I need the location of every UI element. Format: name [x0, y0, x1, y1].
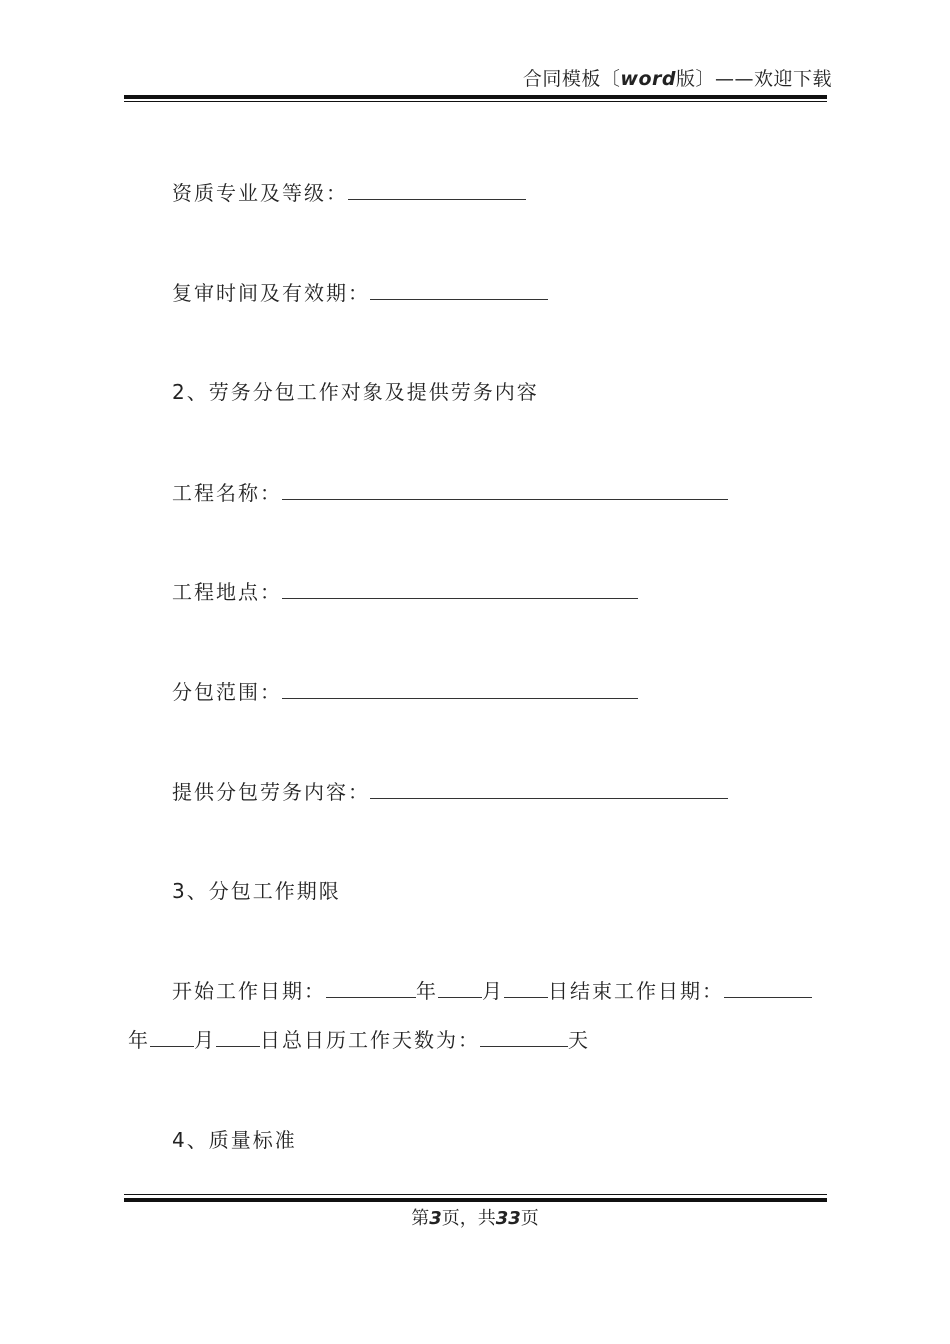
project-name-blank — [282, 481, 728, 500]
review-period-label: 复审时间及有效期： — [172, 281, 370, 305]
total-days-label: 日总日历工作天数为： — [260, 1028, 480, 1052]
header-suffix: 版〕——欢迎下载 — [675, 68, 832, 90]
subcontract-scope-line — [172, 676, 638, 705]
end-date-label: 日结束工作日期： — [548, 979, 724, 1003]
footer-rule-thick — [124, 1198, 827, 1202]
days-unit: 天 — [568, 1028, 590, 1052]
header-prefix: 合同模板〔 — [522, 68, 621, 90]
project-location-blank — [282, 580, 638, 599]
footer-pre: 第 — [411, 1208, 430, 1229]
labor-content-blank — [370, 780, 728, 799]
current-page-number: 3 — [429, 1208, 442, 1229]
project-name-line — [172, 477, 728, 506]
date-line-2 — [128, 1024, 590, 1053]
date-line-1 — [172, 975, 812, 1004]
subcontract-scope-blank — [282, 680, 638, 699]
end-year-unit: 年 — [128, 1028, 150, 1052]
labor-content-line — [172, 776, 728, 805]
project-location-line — [172, 576, 638, 605]
end-year-blank — [724, 979, 812, 998]
start-date-label: 开始工作日期： — [172, 979, 326, 1003]
labor-content-label: 提供分包劳务内容： — [172, 780, 370, 804]
footer-post: 页 — [520, 1208, 539, 1229]
project-name-label: 工程名称： — [172, 481, 282, 505]
footer-mid: 页，共 — [441, 1208, 496, 1229]
start-day-blank — [504, 979, 548, 998]
section-2-heading — [172, 376, 539, 405]
qualification-blank — [348, 181, 526, 200]
start-month-unit: 月 — [482, 979, 504, 1003]
start-year-blank — [326, 979, 416, 998]
footer-rule-thin — [124, 1194, 827, 1195]
qualification-line — [172, 177, 526, 206]
end-day-blank — [216, 1028, 260, 1047]
section-4-text: 4、质量标准 — [172, 1128, 297, 1152]
start-month-blank — [438, 979, 482, 998]
header-rule-thin — [124, 101, 827, 102]
end-month-unit: 月 — [194, 1028, 216, 1052]
section-4-heading — [172, 1124, 297, 1153]
project-location-label: 工程地点： — [172, 580, 282, 604]
section-3-heading — [172, 875, 341, 904]
review-period-line — [172, 277, 548, 306]
page-footer — [0, 1204, 950, 1230]
page-header — [523, 64, 832, 91]
start-year-unit: 年 — [416, 979, 438, 1003]
review-period-blank — [370, 281, 548, 300]
header-word: word — [620, 68, 676, 90]
total-days-blank — [480, 1028, 568, 1047]
total-page-number: 33 — [495, 1208, 521, 1229]
section-3-text: 3、分包工作期限 — [172, 879, 341, 903]
section-2-text: 2、劳务分包工作对象及提供劳务内容 — [172, 380, 539, 404]
qualification-label: 资质专业及等级： — [172, 181, 348, 205]
header-rule-thick — [124, 95, 827, 99]
subcontract-scope-label: 分包范围： — [172, 680, 282, 704]
end-month-blank — [150, 1028, 194, 1047]
